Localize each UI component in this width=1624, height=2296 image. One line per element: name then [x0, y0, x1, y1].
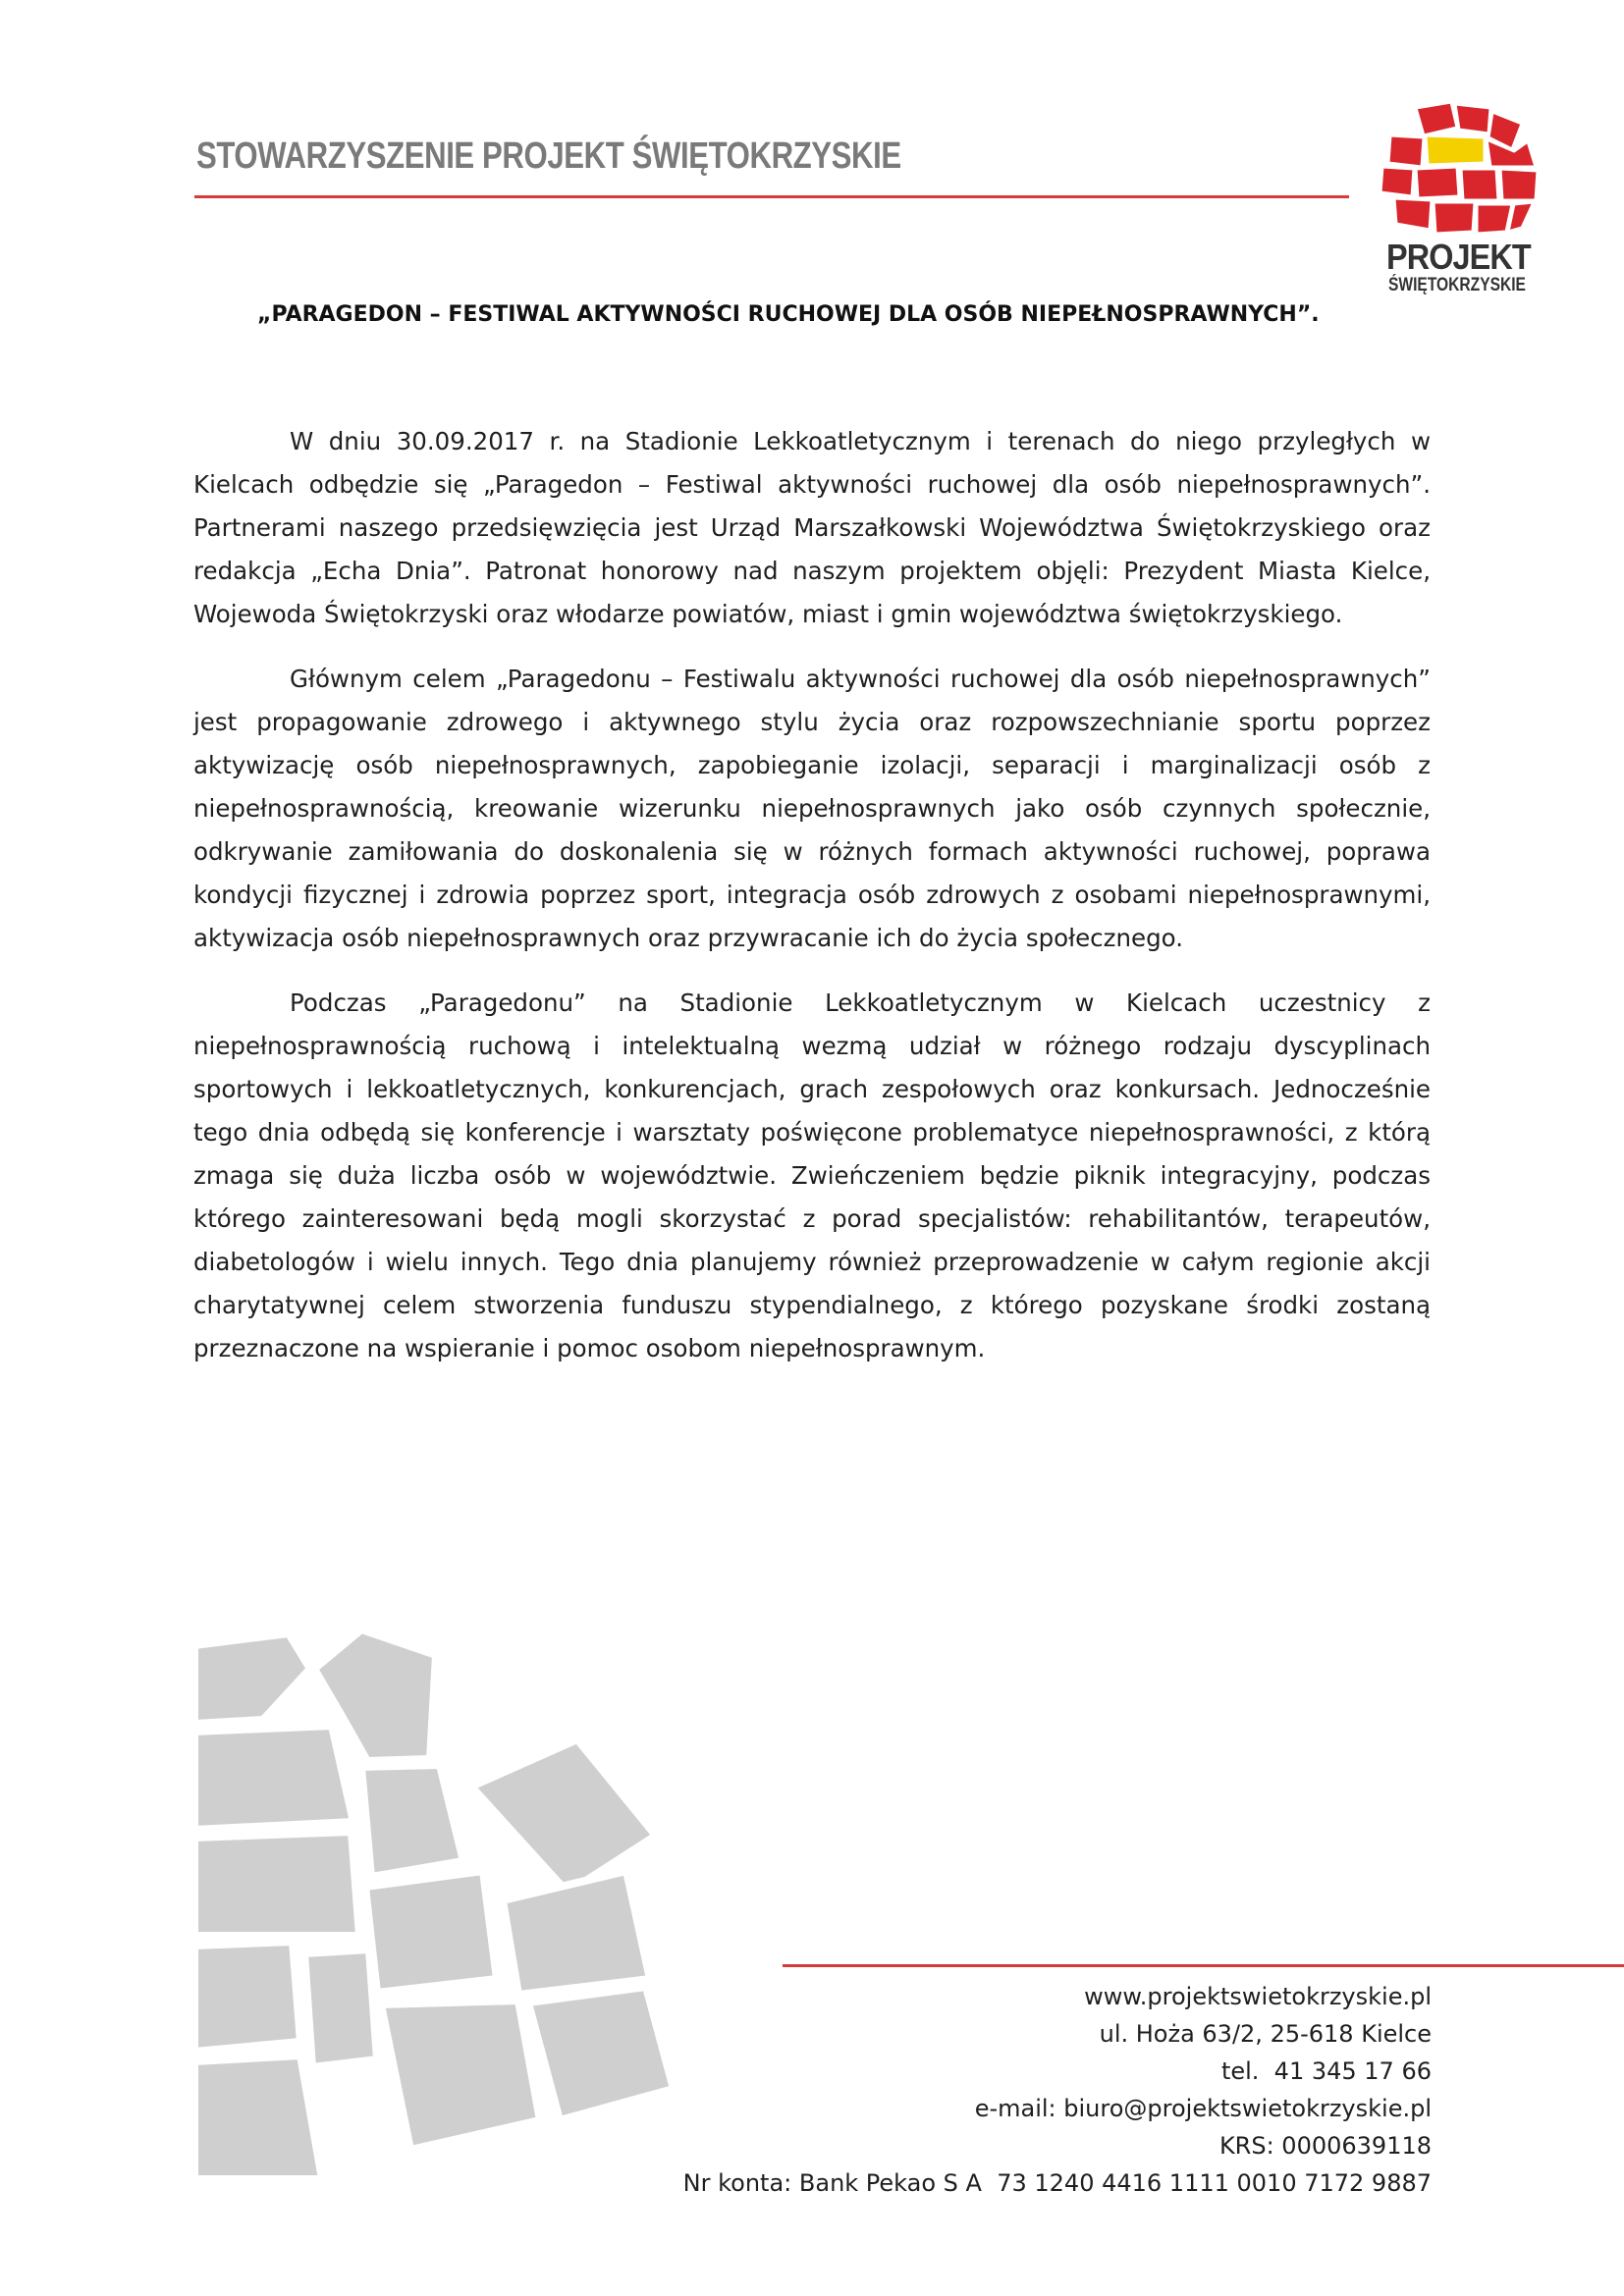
contact-block	[683, 1978, 1432, 2202]
document-body	[193, 420, 1431, 1392]
website-link[interactable]: www.projektswietokrzyskie.pl	[1084, 1983, 1432, 2010]
header-divider	[194, 195, 1349, 198]
paragraph-2: Głównym celem „Paragedonu – Festiwalu aktywności ruchowej dla osób niepełnosprawnych” jest propagowanie zdrowego i aktywnego stylu życia oraz rozpowszechnianie sportu poprzez aktywizację osób niepełnosprawnych, zapobieganie izolacji, separacji i marginalizacji osób z niepełnosprawnością, kreowanie wizerunku niepełnosprawnych jako osób czynnych społecznie, odkrywanie zamiłowania do doskonalenia się w różnych formach aktywności ruchowej, poprawa kondycji fizycznej i zdrowia poprzez sport, integracja osób zdrowych z osobami niepełnosprawnymi, aktywizacja osób niepełnosprawnych oraz przywracanie ich do życia społecznego.	[193, 665, 1431, 952]
footer-divider	[783, 1964, 1624, 1967]
paragraph-1: W dniu 30.09.2017 r. na Stadionie Lekkoatletycznym i terenach do niego przyległych w Kielcach odbędzie się „Paragedon – Festiwal aktywności ruchowej dla osób niepełnosprawnych”. Partnerami naszego przedsięwzięcia jest Urząd Marszałkowski Województwa Świętokrzyskiego oraz redakcja „Echa Dnia”. Patronat honorowy nad naszym projektem objęli: Prezydent Miasta Kielce, Wojewoda Świętokrzyski oraz włodarze powiatów, miast i gmin województwa świętokrzyskiego.	[193, 427, 1431, 628]
paragraph-3: Podczas „Paragedonu” na Stadionie Lekkoatletycznym w Kielcach uczestnicy z niepełnosprawnością ruchową i intelektualną wezmą udział w różnego rodzaju dyscyplinach sportowych i lekkoatletycznych, konkurencjach, grach zespołowych oraz konkursach. Jednocześnie tego dnia odbędą się konferencje i warsztaty poświęcone problematyce niepełnosprawności, z którą zmaga się duża liczba osób w województwie. Zwieńczeniem będzie piknik integracyjny, podczas którego zainteresowani będą mogli skorzystać z porad specjalistów: rehabilitantów, terapeutów, diabetologów i wielu innych. Tego dnia planujemy również przeprowadzenie w całym regionie akcji charytatywnej celem stworzenia funduszu stypendialnego, z którego pozyskane środki zostaną przeznaczone na wspieranie i pomoc osobom niepełnosprawnym.	[193, 988, 1431, 1362]
address-line: ul. Hoża 63/2, 25-618 Kielce	[1099, 2020, 1432, 2048]
document-title: „PARAGEDON – FESTIWAL AKTYWNOŚCI RUCHOWEJ DLA OSÓB NIEPEŁNOSPRAWNYCH”.	[257, 302, 1320, 327]
organization-name: STOWARZYSZENIE PROJEKT ŚWIĘTOKRZYSKIE	[196, 135, 901, 177]
phone-line: tel. 41 345 17 66	[1220, 2057, 1432, 2085]
logo-subtitle: ŚWIĘTOKRZYSKIE	[1388, 275, 1526, 295]
krs-line: KRS: 0000639118	[1218, 2132, 1432, 2160]
logo-wordmark: PROJEKT	[1386, 237, 1531, 277]
email-line[interactable]: e-mail: biuro@projektswietokrzyskie.pl	[974, 2095, 1432, 2122]
bank-account-line: Nr konta: Bank Pekao S A 73 1240 4416 1111 0010 7172 9887	[682, 2169, 1432, 2197]
